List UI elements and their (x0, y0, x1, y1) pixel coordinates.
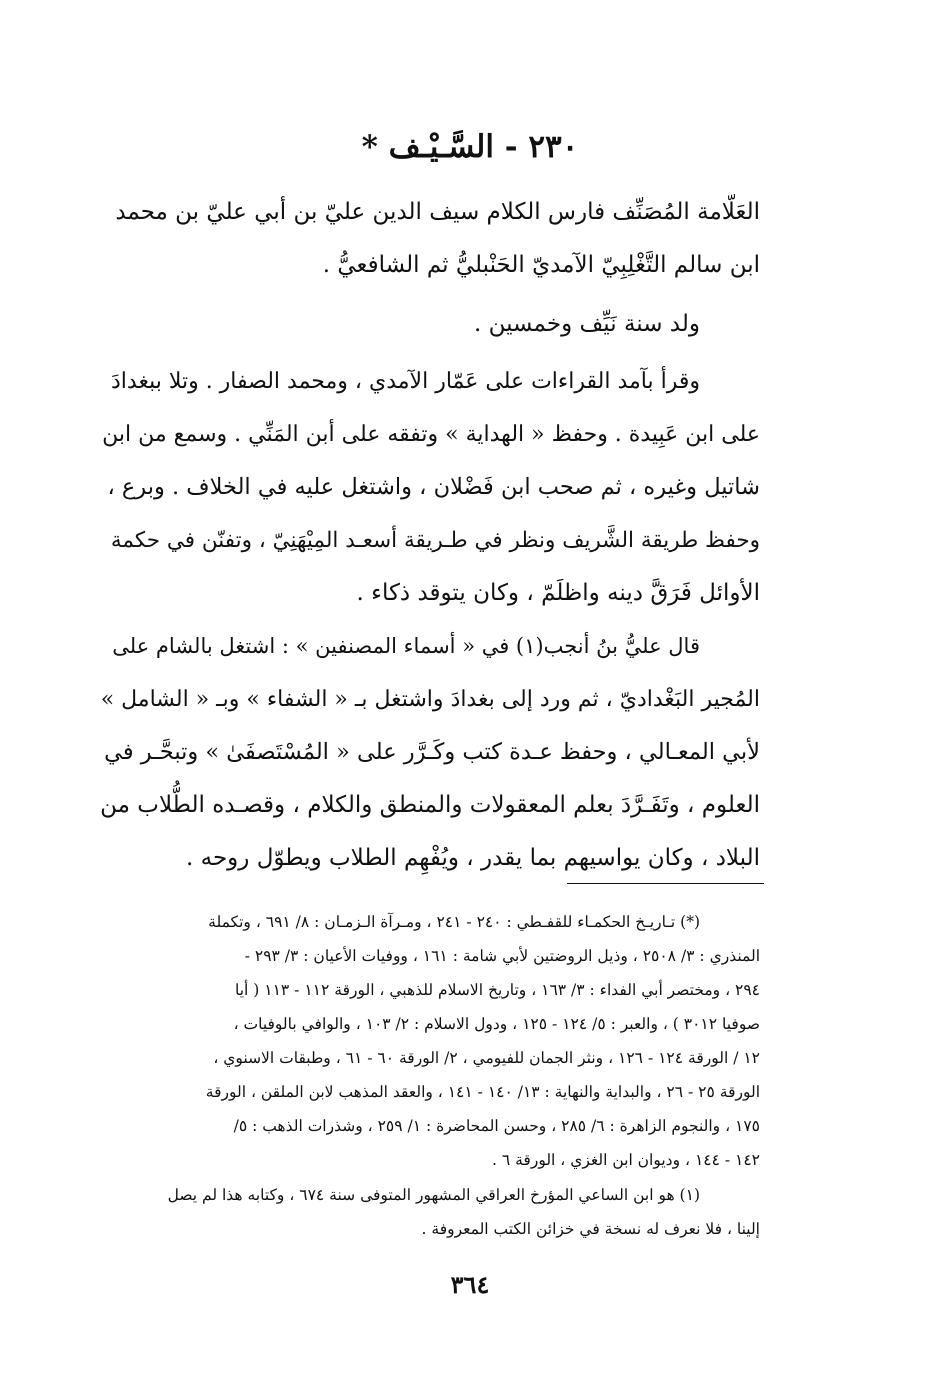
footnote-sources (100, 905, 760, 1177)
footnote-line: ١٢ / الورقة ١٢٤ - ١٢٦ ، ونثر الجمان للفيومي ، ٢/ الورقة ٦٠ - ٦١ ، وطبقات الاسنوي ، (213, 1049, 760, 1067)
footnote-line: (*) تـاريـخ الحكمـاء للقفـطي : ٢٤٠ - ٢٤١ ، ومـرآة الـزمـان : ٨/ ٦٩١ ، وتكملة (208, 913, 700, 931)
footnote-line: ٢٩٤ ، ومختصر أبي الفداء : ٣/ ١٦٣ ، وتاريخ الاسلام للذهبي ، الورقة ١١٢ - ١١٣ ( أيا (235, 981, 760, 999)
body-line: العلوم ، وتَفَـرَّدَ بعلم المعقولات والمنطق والكلام ، وقصـده الطُّلاب من (100, 792, 760, 818)
footnote-1 (100, 1178, 760, 1246)
paragraph-name-lineage (100, 186, 760, 292)
body-line: الأوائل فَرَقَّ دينه واظلَمّ ، وكان يتوقد ذكاء . (356, 580, 760, 606)
body-line: وحفظ طريقة الشَّريف ونظر في طـريقة أسعـد المِيْهَنِيّ ، وتفنّن في حكمة (110, 528, 760, 553)
entry-title: ٢٣٠ - السَّـيْـف * (361, 129, 579, 165)
page-number: ٣٦٤ (450, 1270, 490, 1299)
body-line: البلاد ، وكان يواسيهم بما يقدر ، ويُفْهِم الطلاب ويطوّل روحه . (186, 845, 760, 871)
paragraph-studies (100, 355, 760, 620)
footnote-line: ١٧٥ ، والنجوم الزاهرة : ٦/ ٢٨٥ ، وحسن المحاضرة : ١/ ٢٥٩ ، وشذرات الذهب : ٥/ (233, 1117, 760, 1135)
footnote-line: المنذري : ٣/ ٢٥٠٨ ، وذيل الروضتين لأبي شامة : ١٦١ ، ووفيات الأعيان : ٣/ ٢٩٣ - (244, 947, 760, 965)
footnote-line: إلينا ، فلا نعرف له نسخة في خزائن الكتب المعروفة . (421, 1220, 760, 1238)
body-line: ولد سنة نَيِّف وخمسين . (473, 311, 700, 337)
body-line: ابن سالم التَّغْلِبِيّ الآمديّ الحَنْبليُّ ثم الشافعيُّ . (322, 252, 760, 278)
body-line: المُجير البَغْداديّ ، ثم ورد إلى بغدادَ واشتغل بـ « الشفاء » وبـ « الشامل » (100, 687, 760, 712)
footnote-divider (567, 883, 764, 884)
body-line: لأبي المعـالي ، وحفظ عـدة كتب وكَـرَّر على « المُسْتَصفَىٰ » وتبحَّـر في (104, 739, 760, 765)
body-line: العَلّامة المُصَنِّف فارس الكلام سيف الدين عليّ بن أبي عليّ بن محمد (115, 199, 760, 225)
body-line: شاتيل وغيره ، ثم صحب ابن فَضْلان ، واشتغل عليه في الخلاف . وبرع ، (107, 474, 760, 500)
footnote-line: ١٤٢ - ١٤٤ ، وديوان ابن الغزي ، الورقة ٦ . (492, 1151, 760, 1169)
footnote-line: الورقة ٢٥ - ٢٦ ، والبداية والنهاية : ١٣/ ١٤٠ - ١٤١ ، والعقد المذهب لابن الملقن ، الورقة (205, 1083, 760, 1101)
footnote-line: (١) هو ابن الساعي المؤرخ العراقي المشهور المتوفى سنة ٦٧٤ ، وكتابه هذا لم يصل (167, 1186, 700, 1204)
footnote-line: صوفيا ٣٠١٢ ) ، والعبر : ٥/ ١٢٤ - ١٢٥ ، ودول الاسلام : ٢/ ١٠٣ ، والوافي بالوفيات ، (233, 1015, 760, 1033)
body-line: قال عليُّ بنُ أنجب(١) في « أسماء المصنفين » : اشتغل بالشام على (112, 634, 700, 658)
body-line: وقرأ بآمد القراءات على عَمّار الآمدي ، ومحمد الصفار . وتلا ببغدادَ (111, 369, 700, 394)
paragraph-quote (100, 620, 760, 885)
paragraph-birth (100, 298, 760, 351)
body-line: على ابن عَبِيدة . وحفظ « الهداية » وتفقه على أبن المَنِّي . وسمع من ابن (102, 422, 760, 447)
